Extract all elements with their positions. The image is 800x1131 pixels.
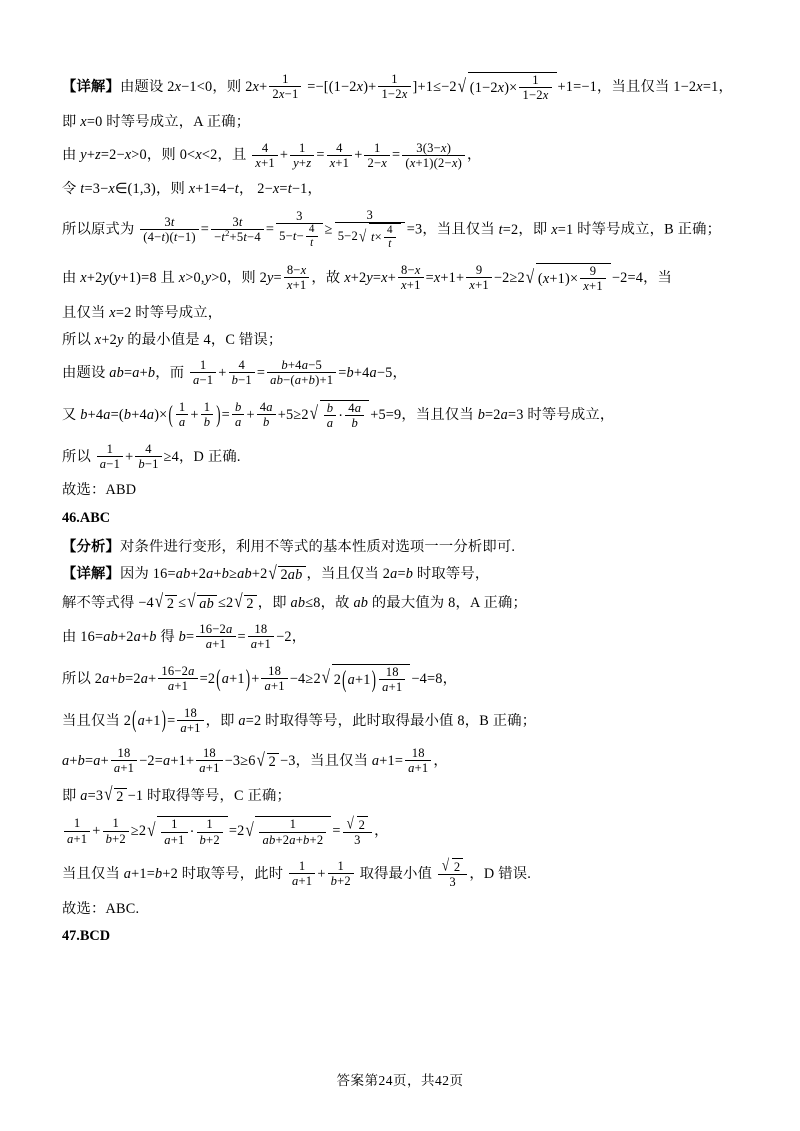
math-expr: b=2a=3: [477, 406, 524, 423]
math-expr: x+1=4−t: [188, 181, 239, 198]
page-footer: 答案第24页，共42页: [336, 1073, 464, 1088]
math-expr: b= $\frac{16-2a}{a+1}$ = $\frac{18}{a+1}$ −2: [178, 622, 292, 652]
math-expr: a+b=a+ $\frac{18}{a+1}$ −2=a+1+ $\frac{18}{a+1}$ −3≥6 √ 2 −3: [62, 746, 296, 776]
solution-line: 故选：ABD: [62, 482, 137, 499]
math-expr: 2−x=t−1: [257, 181, 308, 198]
math-expr: t=2: [498, 221, 519, 238]
math-expr: 16=ab+2a+b≥ab+2 √ 2ab: [153, 566, 307, 583]
math-expr: b+4a=(b+4a)×( $\frac{1}{a}$ + $\frac{1}{b}$ )= $\frac{b}{a}$ + $\frac{4a}{b}$ +5≥2 √ $\frac{b}{a}$ · $\frac{4a}{b}$ +5=9: [80, 400, 402, 431]
math-expr: ab=a+b: [109, 365, 156, 382]
solution-line: 【分析】对条件进行变形，利用不等式的基本性质对选项一一分析即可.: [62, 538, 516, 555]
solution-line: 当且仅当 a+1=b+2 时取等号，此时 $\frac{1}{a+1}$ + $\frac{1}{b+2}$ 取得最小值 √ 2 3 ，D 错误.: [62, 855, 531, 890]
math-expr: 2x−1<0: [167, 79, 213, 96]
solution-line: 所以原式为 $\frac{3t}{(4-t)(t-1)}$ = $\frac{3t}{-t^2+5t-4}$ = 3 5−t− $\frac{4}{t}$ ≥ 3 5−2 √ t× $\frac{4}{t}$ =3，当且仅当 t=2，即 x=1 时等号成立，B 正确；: [62, 209, 738, 252]
solution-line: 又 b+4a=(b+4a)×( $\frac{1}{a}$ + $\frac{1}{b}$ )= $\frac{b}{a}$ + $\frac{4a}{b}$ +5≥2 √ $\frac{b}{a}$ · $\frac{4a}{b}$ +5=9，当且仅当 b=2a=3 时等号成立，: [62, 400, 615, 431]
math-expr: x=2: [109, 305, 132, 322]
math-expr: ab: [353, 594, 369, 611]
math-expr: =−[(1−2x)+ $\frac{1}{1-2x}$ ]+1≤−2 √ (1−2x)× $\frac{1}{1-2x}$ +1=−1: [307, 72, 598, 103]
math-expr: x+2y(y+1)=8: [80, 270, 157, 287]
math-expr: √ 2 3: [436, 859, 470, 890]
solution-line: 由 x+2y(y+1)=8 且 x>0,y>0，则 2y= $\frac{8-x}{x+1}$ ，故 x+2y=x+ $\frac{8-x}{x+1}$ =x+1+ $\frac{9}{x+1}$ −2≥2 √ (x+1)× $\frac{9}{x+1}$ −2=4，当: [62, 263, 673, 294]
solution-line: 即 a=3 √ 2 −1 时取得等号，C 正确；: [62, 785, 292, 806]
math-expr: x=1: [551, 221, 574, 238]
solution-line: 由题设 ab=a+b，而 $\frac{1}{a-1}$ + $\frac{4}{b-1}$ = $\frac{b+4a-5}{ab-(a+b)+1}$ =b+4a−5，: [62, 358, 407, 388]
math-expr: 2(a+1)= $\frac{18}{a+1}$: [124, 707, 206, 736]
math-expr: 2a=b: [382, 566, 414, 583]
math-expr: x+2y=x+ $\frac{8-x}{x+1}$ =x+1+ $\frac{9}{x+1}$ −2≥2 √ (x+1)× $\frac{9}{x+1}$ −2=4: [344, 263, 644, 294]
math-expr: 1−2x=1: [673, 79, 719, 96]
solution-line: 【详解】由题设 2x−1<0，则 2x+ $\frac{1}{2x-1}$ =−[(1−2x)+ $\frac{1}{1-2x}$ ]+1≤−2 √ (1−2x)× $\frac{1}{1-2x}$ +1=−1，当且仅当 1−2x=1，: [62, 72, 733, 103]
detail-label: 【详解】: [62, 78, 120, 95]
math-expr: $\frac{1}{a+1}$ + $\frac{1}{b+2}$ ≥2 √ $\frac{1}{a+1}$ · $\frac{1}{b+2}$ =2 √ $\frac{1}{ab+2a+b+2}$ = √ 2 3: [62, 816, 374, 847]
math-expr: $\frac{1}{a-1}$ + $\frac{4}{b-1}$ = $\frac{b+4a-5}{ab-(a+b)+1}$ =b+4a−5: [188, 359, 393, 388]
math-expr: ab≤8: [290, 594, 321, 611]
math-expr: 2a+b=2a+ $\frac{16-2a}{a+1}$ =2(a+1)+ $\frac{18}{a+1}$ −4≥2 √ 2(a+1) $\frac{18}{a+1}$ −4=8: [94, 663, 443, 695]
analysis-label: 【分析】: [62, 538, 120, 555]
solution-line: 由 y+z=2−x>0，则 0<x<2，且 $\frac{4}{x+1}$ + $\frac{1}{y+z}$ = $\frac{4}{x+1}$ + $\frac{1}{2-x}$ = $\frac{3(3-x)}{(x+1)(2-x)}$ ，: [62, 140, 482, 170]
math-expr: a+1=b+2: [123, 866, 178, 883]
math-expr: $\frac{1}{a-1}$ + $\frac{4}{b-1}$ ≥4: [95, 443, 179, 472]
detail-label: 【详解】: [62, 565, 120, 582]
math-expr: $\frac{1}{a+1}$ + $\frac{1}{b+2}$: [287, 860, 356, 889]
math-expr: 2x+ $\frac{1}{2x-1}$: [245, 73, 303, 102]
answer-heading-47: 47.BCD: [62, 928, 111, 945]
math-expr: y+z=2−x>0: [80, 147, 147, 164]
solution-line: 当且仅当 2(a+1)= $\frac{18}{a+1}$ ，即 a=2 时取得等号，此时取得最小值 8，B 正确；: [62, 705, 537, 735]
solution-line: a+b=a+ $\frac{18}{a+1}$ −2=a+1+ $\frac{18}{a+1}$ −3≥6 √ 2 −3，当且仅当 a+1= $\frac{18}{a+1}$ ，: [62, 746, 448, 776]
math-expr: a=2: [238, 712, 262, 729]
math-expr: x=0: [80, 113, 103, 130]
solution-line: 【详解】因为 16=ab+2a+b≥ab+2 √ 2ab ，当且仅当 2a=b 时取等号，: [62, 563, 490, 584]
solution-line: 且仅当 x=2 时等号成立，: [62, 304, 223, 322]
math-expr: x>0,y>0: [178, 270, 227, 287]
solution-line: 由 16=ab+2a+b 得 b= $\frac{16-2a}{a+1}$ = $\frac{18}{a+1}$ −2，: [62, 622, 307, 652]
solution-line: 故选：ABC.: [62, 900, 140, 917]
math-expr: $\frac{4}{x+1}$ + $\frac{1}{y+z}$ = $\frac{4}{x+1}$ + $\frac{1}{2-x}$ = $\frac{3(3-x)}{(x+1)(2-x)}$: [250, 141, 467, 170]
math-expr: x+2y: [94, 331, 124, 348]
math-expr: $\frac{3t}{(4-t)(t-1)}$ = $\frac{3t}{-t^2+5t-4}$ = 3 5−t− $\frac{4}{t}$ ≥ 3 5−2 √ t× $\frac{4}{t}$ =3: [138, 209, 422, 252]
math-expr: t=3−x∈(1,3): [80, 181, 156, 198]
solution-line: 令 t=3−x∈(1,3)，则 x+1=4−t， 2−x=t−1，: [62, 181, 322, 198]
solution-line: 所以 x+2y 的最小值是 4，C 错误；: [62, 331, 283, 348]
math-expr: 16=ab+2a+b: [80, 629, 157, 646]
solution-line: $\frac{1}{a+1}$ + $\frac{1}{b+2}$ ≥2 √ $\frac{1}{a+1}$ · $\frac{1}{b+2}$ =2 √ $\frac{1}{ab+2a+b+2}$ = √ 2 3 ，: [62, 816, 738, 847]
math-expr: a+1= $\frac{18}{a+1}$: [372, 747, 434, 776]
answer-heading-46: 46.ABC: [62, 509, 111, 526]
solution-line: 解不等式得 −4 √ 2 ≤ √ ab ≤2 √ 2 ，即 ab≤8，故 ab 的最大值为 8，A 正确；: [62, 592, 528, 613]
solution-line: 所以 2a+b=2a+ $\frac{16-2a}{a+1}$ =2(a+1)+ $\frac{18}{a+1}$ −4≥2 √ 2(a+1) $\frac{18}{a+1}$ −4=8，: [62, 663, 458, 695]
math-expr: a=3 √ 2 −1: [80, 785, 144, 806]
math-expr: −4 √ 2 ≤ √ ab ≤2 √ 2: [138, 595, 258, 612]
solution-line: 即 x=0 时等号成立，A 正确；: [62, 113, 251, 130]
solution-line: 所以 $\frac{1}{a-1}$ + $\frac{4}{b-1}$ ≥4，D 正确.: [62, 441, 241, 471]
math-expr: 0<x<2: [179, 147, 218, 164]
math-expr: 2y= $\frac{8-x}{x+1}$: [260, 264, 312, 293]
